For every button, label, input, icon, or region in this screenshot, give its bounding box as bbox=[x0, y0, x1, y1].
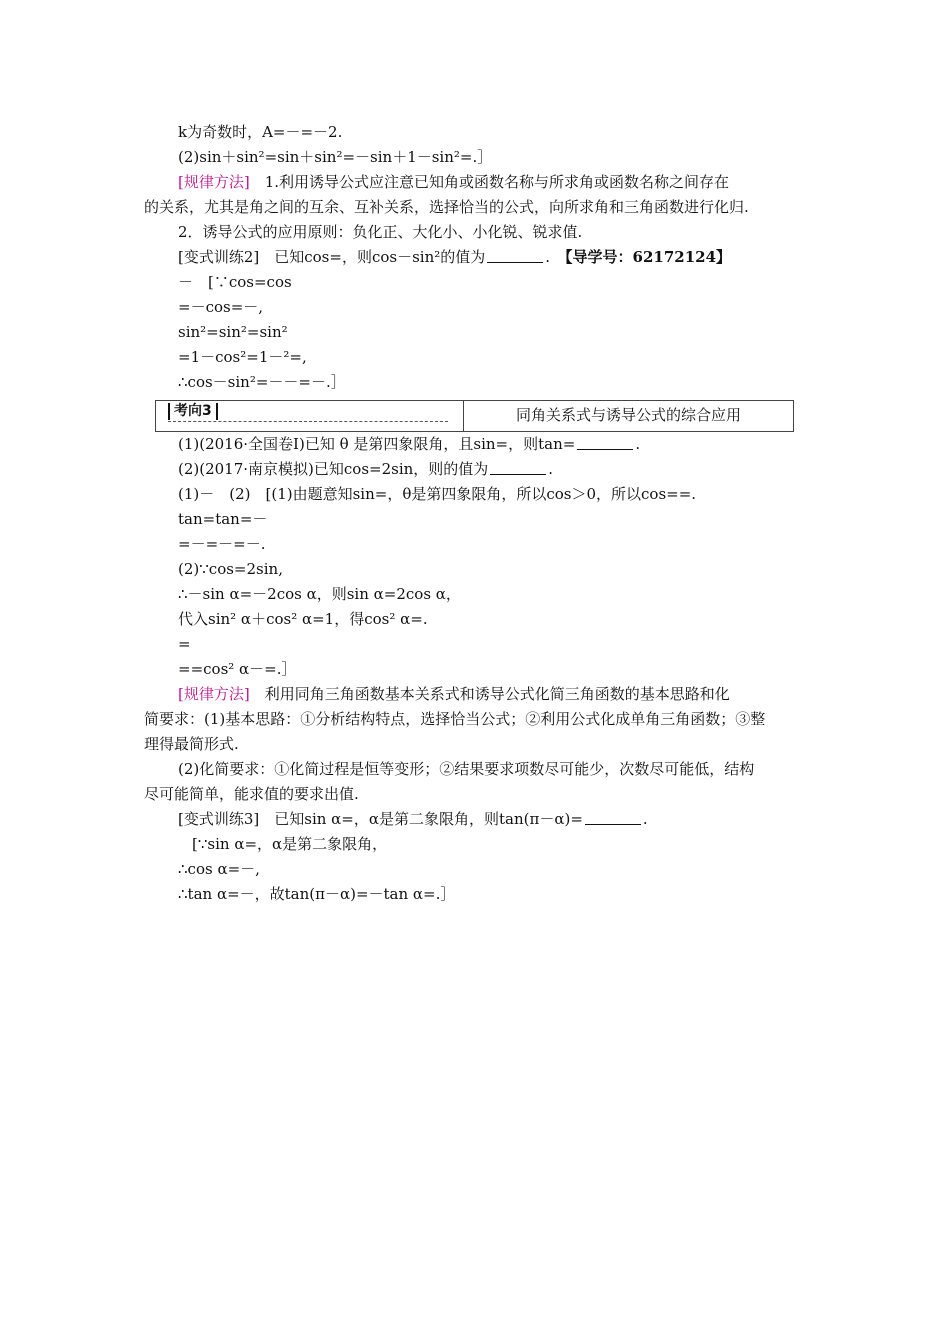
exercise-2-question bbox=[178, 245, 731, 270]
problem-1 bbox=[178, 432, 640, 457]
problem-1-suffix: . bbox=[635, 435, 641, 453]
section-3-tag-area bbox=[156, 401, 456, 431]
problem-2 bbox=[178, 457, 553, 482]
exercise-3-text: [变式训练3] 已知sin α=，α是第二象限角，则tan(π－α)= bbox=[178, 810, 583, 828]
exercise-3-answer-2: ∴cos α=－, bbox=[178, 860, 260, 878]
exercise-3-answer-3: ∴tan α=－，故tan(π－α)=－tan α=.］ bbox=[178, 885, 456, 903]
guide-number: 【导学号：62172124】 bbox=[565, 248, 732, 266]
exercise-2-suffix: . bbox=[545, 248, 551, 266]
problem-2-suffix: . bbox=[548, 460, 554, 478]
method-2-line-5: 尽可能简单，能求值的要求出值. bbox=[144, 785, 359, 803]
section-3-tag: 考向3 bbox=[168, 403, 218, 420]
solution-line-3: =－=－=－. bbox=[178, 535, 266, 553]
exercise-3-answer-1: [∵sin α=，α是第二象限角， bbox=[192, 835, 388, 853]
solution-line-1: (1)－ (2) [(1)由题意知sin=，θ是第四象限角，所以cos＞0，所以cos==. bbox=[178, 485, 697, 503]
exercise-2-answer-4: =1－cos²=1－²=, bbox=[178, 348, 307, 366]
method-1-label: [规律方法] bbox=[178, 173, 250, 191]
problem-1-text: (1)(2016·全国卷Ⅰ)已知 θ 是第四象限角，且sin=，则tan= bbox=[178, 435, 576, 453]
answer-blank bbox=[585, 810, 641, 825]
method-1-text: 1.利用诱导公式应注意已知角或函数名称与所求角或函数名称之间存在 bbox=[249, 173, 730, 191]
method-2-line-2: 简要求：(1)基本思路：①分析结构特点，选择恰当公式；②利用公式化成单角三角函数；③整 bbox=[144, 710, 766, 728]
solution-line-6: 代入sin² α＋cos² α=1，得cos² α=. bbox=[178, 610, 428, 628]
solution-line-2: tan=tan=－ bbox=[178, 510, 268, 528]
method-1-line-1 bbox=[178, 170, 729, 195]
solution-line-8: ==cos² α－=.］ bbox=[178, 660, 297, 678]
exercise-2-answer-2: =－cos=－, bbox=[178, 298, 264, 316]
method-2-text: 利用同角三角函数基本关系式和诱导公式化简三角函数的基本思路和化 bbox=[249, 685, 730, 703]
method-2-line-4: (2)化简要求：①化简过程是恒等变形；②结果要求项数尽可能少，次数尽可能低，结构 bbox=[178, 760, 755, 778]
method-1-line-3: 2．诱导公式的应用原则：负化正、大化小、小化锐、锐求值. bbox=[178, 223, 583, 241]
exercise-2-answer-1: － [∵cos=cos bbox=[178, 273, 292, 291]
solution-line-4: (2)∵cos=2sin, bbox=[178, 560, 283, 578]
answer-blank bbox=[577, 435, 633, 450]
tag-dashed-line bbox=[168, 421, 448, 422]
answer-blank bbox=[490, 460, 546, 475]
section-3-box bbox=[155, 400, 794, 432]
exercise-3-suffix: . bbox=[642, 810, 648, 828]
method-1-line-2: 的关系，尤其是角之间的互余、互补关系，选择恰当的公式，向所求角和三角函数进行化归. bbox=[144, 198, 749, 216]
method-2-line-1 bbox=[178, 682, 730, 707]
solution-line-7: = bbox=[178, 635, 191, 653]
method-2-label: [规律方法] bbox=[178, 685, 250, 703]
solution-line-5: ∴－sin α=－2cos α，则sin α=2cos α， bbox=[178, 585, 461, 603]
line-top-2: (2)sin＋sin²=sin＋sin²=－sin＋1－sin²=.］ bbox=[178, 148, 493, 166]
problem-2-text: (2)(2017·南京模拟)已知cos=2sin，则的值为 bbox=[178, 460, 489, 478]
exercise-3-question bbox=[178, 807, 648, 832]
exercise-2-text: [变式训练2] 已知cos=，则cos－sin²的值为 bbox=[178, 248, 486, 266]
line-top-1: k为奇数时，A=－=－2. bbox=[178, 123, 343, 141]
answer-blank bbox=[487, 248, 543, 263]
exercise-2-answer-5: ∴cos－sin²=－－=－.］ bbox=[178, 373, 346, 391]
exercise-2-answer-3: sin²=sin²=sin² bbox=[178, 323, 288, 341]
method-2-line-3: 理得最简形式. bbox=[144, 735, 239, 753]
section-3-title: 同角关系式与诱导公式的综合应用 bbox=[515, 406, 741, 424]
